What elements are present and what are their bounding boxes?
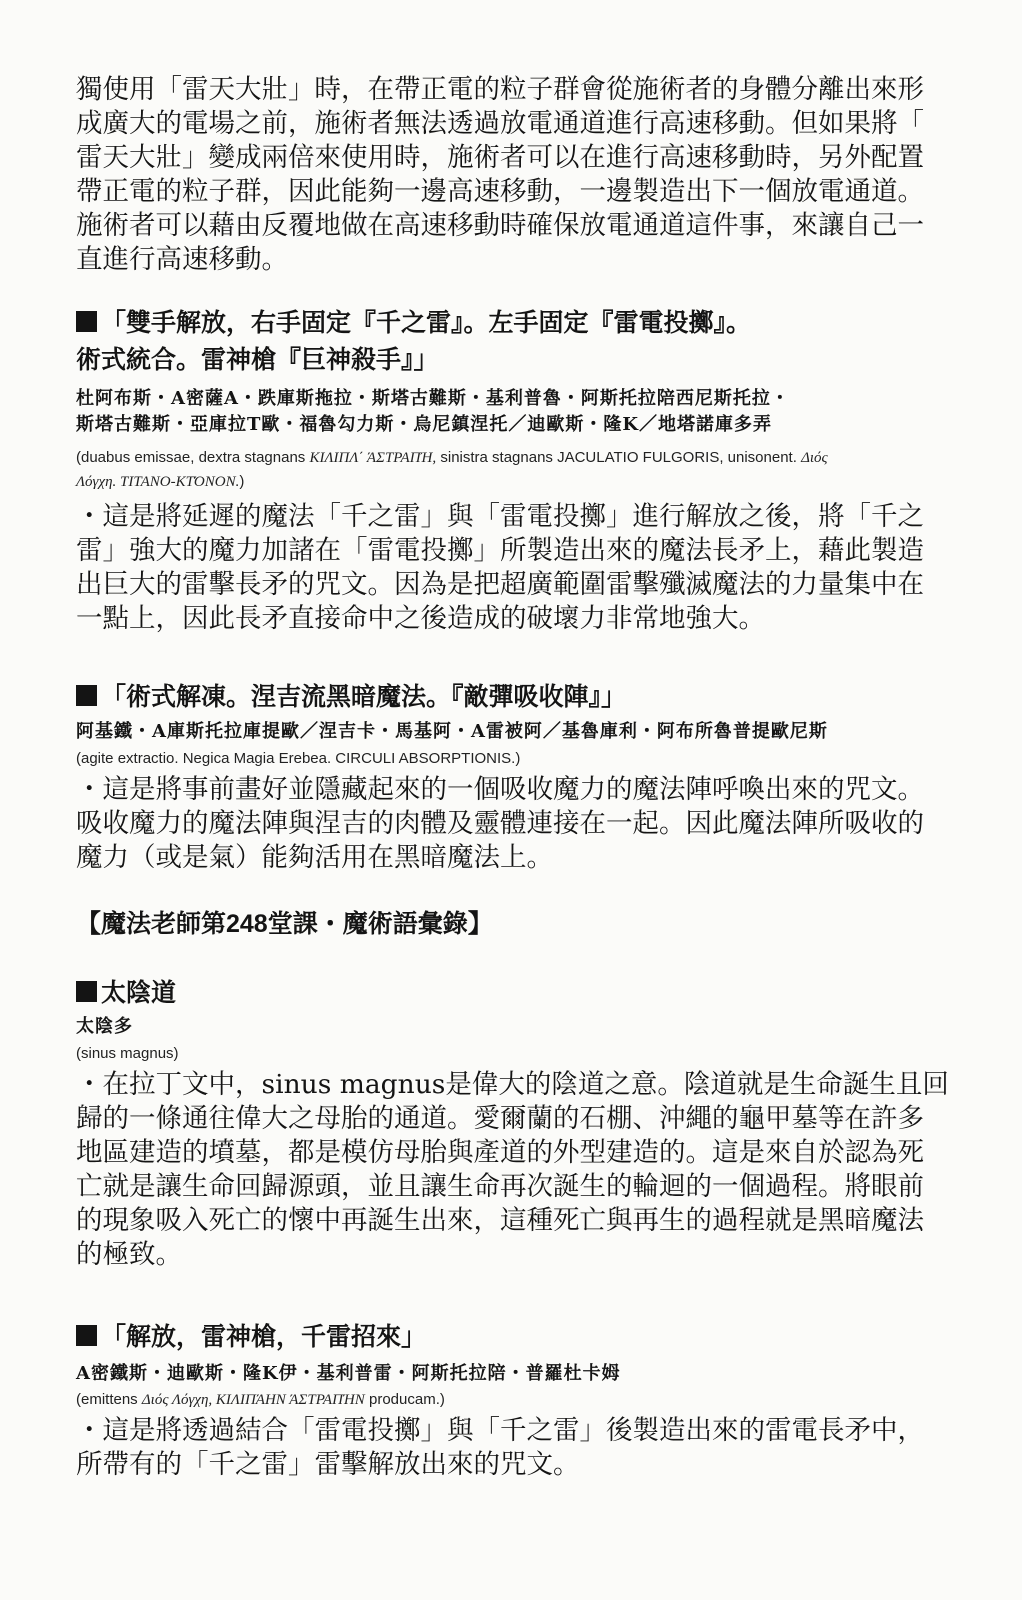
latin-gloss-continued bbox=[76, 470, 960, 494]
desc-line: ・這是將透過結合「雷電投擲」與「千之雷」後製造出來的雷電長矛中， bbox=[76, 1415, 924, 1446]
section-header bbox=[76, 906, 960, 942]
intro-line: 施術者可以藉由反覆地做在高速移動時確保放電通道這件事，來讓自己一 bbox=[76, 210, 924, 241]
chant-line: A密鐵斯・迪歐斯・隆K伊・基利普雷・阿斯托拉陪・普羅杜卡姆 bbox=[76, 1363, 621, 1384]
section-title: 【魔法老師第248堂課・魔術語彙錄】 bbox=[76, 910, 493, 938]
entry-heading-text: 「術式解凍。涅吉流黑暗魔法。『敵彈吸收陣』」 bbox=[101, 682, 627, 711]
latin-text: (emittens bbox=[76, 1391, 142, 1408]
desc-line: 一點上，因此長矛直接命中之後造成的破壞力非常地強大。 bbox=[76, 603, 765, 634]
desc-line: 的極致。 bbox=[76, 1239, 182, 1270]
square-bullet-icon bbox=[76, 981, 97, 1002]
desc-line: 地區建造的墳墓，都是模仿母胎與產道的外型建造的。這是來自於認為死 bbox=[76, 1137, 924, 1168]
desc-line: 出巨大的雷擊長矛的咒文。因為是把超廣範圍雷擊殲滅魔法的力量集中在 bbox=[76, 569, 924, 600]
entry-heading bbox=[76, 304, 960, 341]
intro-line: 帶正電的粒子群，因此能夠一邊高速移動，一邊製造出下一個放電通道。 bbox=[76, 176, 924, 207]
intro-line: 直進行高速移動。 bbox=[76, 244, 288, 275]
desc-line: 吸收魔力的魔法陣與涅吉的肉體及靈體連接在一起。因此魔法陣所吸收的 bbox=[76, 808, 924, 839]
chant-line: 阿基鐵・A庫斯托拉庫提歐／涅吉卡・馬基阿・A雷被阿／基魯庫利・阿布所魯普提歐尼斯 bbox=[76, 721, 828, 742]
greek-text: Διός Λόγχη, ΚΙΛΙΠΆΗΝ ΆΣΤΡΑΠΉΝ bbox=[141, 1392, 365, 1408]
chant-line: 杜阿布斯・A密薩A・跌庫斯拖拉・斯塔古難斯・基利普魯・阿斯托拉陪西尼斯托拉・ bbox=[76, 388, 790, 409]
latin-text: producam.) bbox=[364, 1391, 445, 1408]
latin-text: ) bbox=[239, 473, 245, 490]
latin-gloss bbox=[76, 446, 960, 470]
intro-paragraph bbox=[76, 73, 960, 277]
desc-line: 亡就是讓生命回歸源頭，並且讓生命再次誕生的輪迴的一個過程。將眼前 bbox=[76, 1171, 924, 1202]
entry-heading bbox=[76, 1318, 960, 1355]
entry-heading-text: 太陰道 bbox=[101, 978, 177, 1007]
desc-line: ・這是將延遲的魔法「千之雷」與「雷電投擲」進行解放之後，將「千之 bbox=[76, 501, 924, 532]
latin-gloss: (sinus magnus) bbox=[76, 1045, 179, 1062]
latin-gloss: (agite extractio. Negica Magia Erebea. CIRCULI ABSORPTIONIS.) bbox=[76, 750, 521, 767]
entry-heading-text: 「解放，雷神槍，千雷招來」 bbox=[101, 1322, 427, 1351]
entry-heading-text: 「雙手解放，右手固定『千之雷』。左手固定『雷電投擲』。 bbox=[101, 308, 752, 337]
desc-line: ・這是將事前畫好並隱藏起來的一個吸收魔力的魔法陣呼喚出來的咒文。 bbox=[76, 774, 924, 805]
entry-heading-text: 術式統合。雷神槍『巨神殺手』」 bbox=[76, 345, 439, 374]
latin-gloss bbox=[76, 1388, 960, 1412]
greek-text: Λόγχη. ΤΙΤΑΝΟ-ΚΤΌΝΟΝ. bbox=[76, 474, 240, 490]
square-bullet-icon bbox=[76, 311, 97, 332]
entry-heading-continued bbox=[76, 341, 960, 378]
desc-line: 所帶有的「千之雷」雷擊解放出來的咒文。 bbox=[76, 1449, 580, 1480]
chant-line: 太陰多 bbox=[76, 1016, 133, 1037]
greek-text: Διός bbox=[801, 450, 828, 466]
desc-line: 雷」強大的魔力加諸在「雷電投擲」所製造出來的魔法長矛上，藉此製造 bbox=[76, 535, 924, 566]
entry-heading bbox=[76, 678, 960, 715]
intro-line: 雷天大壯」變成兩倍來使用時，施術者可以在進行高速移動時，另外配置 bbox=[76, 142, 924, 173]
latin-text: (duabus emissae, dextra stagnans bbox=[76, 449, 310, 466]
desc-line: 魔力（或是氣）能夠活用在黑暗魔法上。 bbox=[76, 842, 553, 873]
square-bullet-icon bbox=[76, 1325, 97, 1346]
desc-line: 歸的一條通往偉大之母胎的通道。愛爾蘭的石棚、沖繩的龜甲墓等在許多 bbox=[76, 1103, 924, 1134]
entry-thousand-thunder-spear bbox=[76, 304, 960, 636]
latin-text: sinistra stagnans JACULATIO FULGORIS, unisonent. bbox=[436, 449, 802, 466]
entry-heading bbox=[76, 974, 960, 1011]
entry-sinus-magnus bbox=[76, 974, 960, 1272]
entry-circuli-absorptionis bbox=[76, 678, 960, 875]
entry-release-thunder-spear bbox=[76, 1318, 960, 1482]
desc-line: ・在拉丁文中，sinus magnus是偉大的陰道之意。陰道就是生命誕生且回 bbox=[76, 1069, 949, 1100]
intro-line: 成廣大的電場之前，施術者無法透過放電通道進行高速移動。但如果將「 bbox=[76, 108, 924, 139]
intro-line: 獨使用「雷天大壯」時，在帶正電的粒子群會從施術者的身體分離出來形 bbox=[76, 74, 924, 105]
square-bullet-icon bbox=[76, 685, 97, 706]
greek-text: ΚΙΛΙΠΛ΄ ΆΣΤΡΑΠΉ, bbox=[309, 450, 437, 466]
desc-line: 的現象吸入死亡的懷中再誕生出來，這種死亡與再生的過程就是黑暗魔法 bbox=[76, 1205, 924, 1236]
chant-line: 斯塔古難斯・亞庫拉T歐・福魯勾力斯・烏尼鎮涅托／迪歐斯・隆K／地塔諾庫多弄 bbox=[76, 414, 773, 435]
